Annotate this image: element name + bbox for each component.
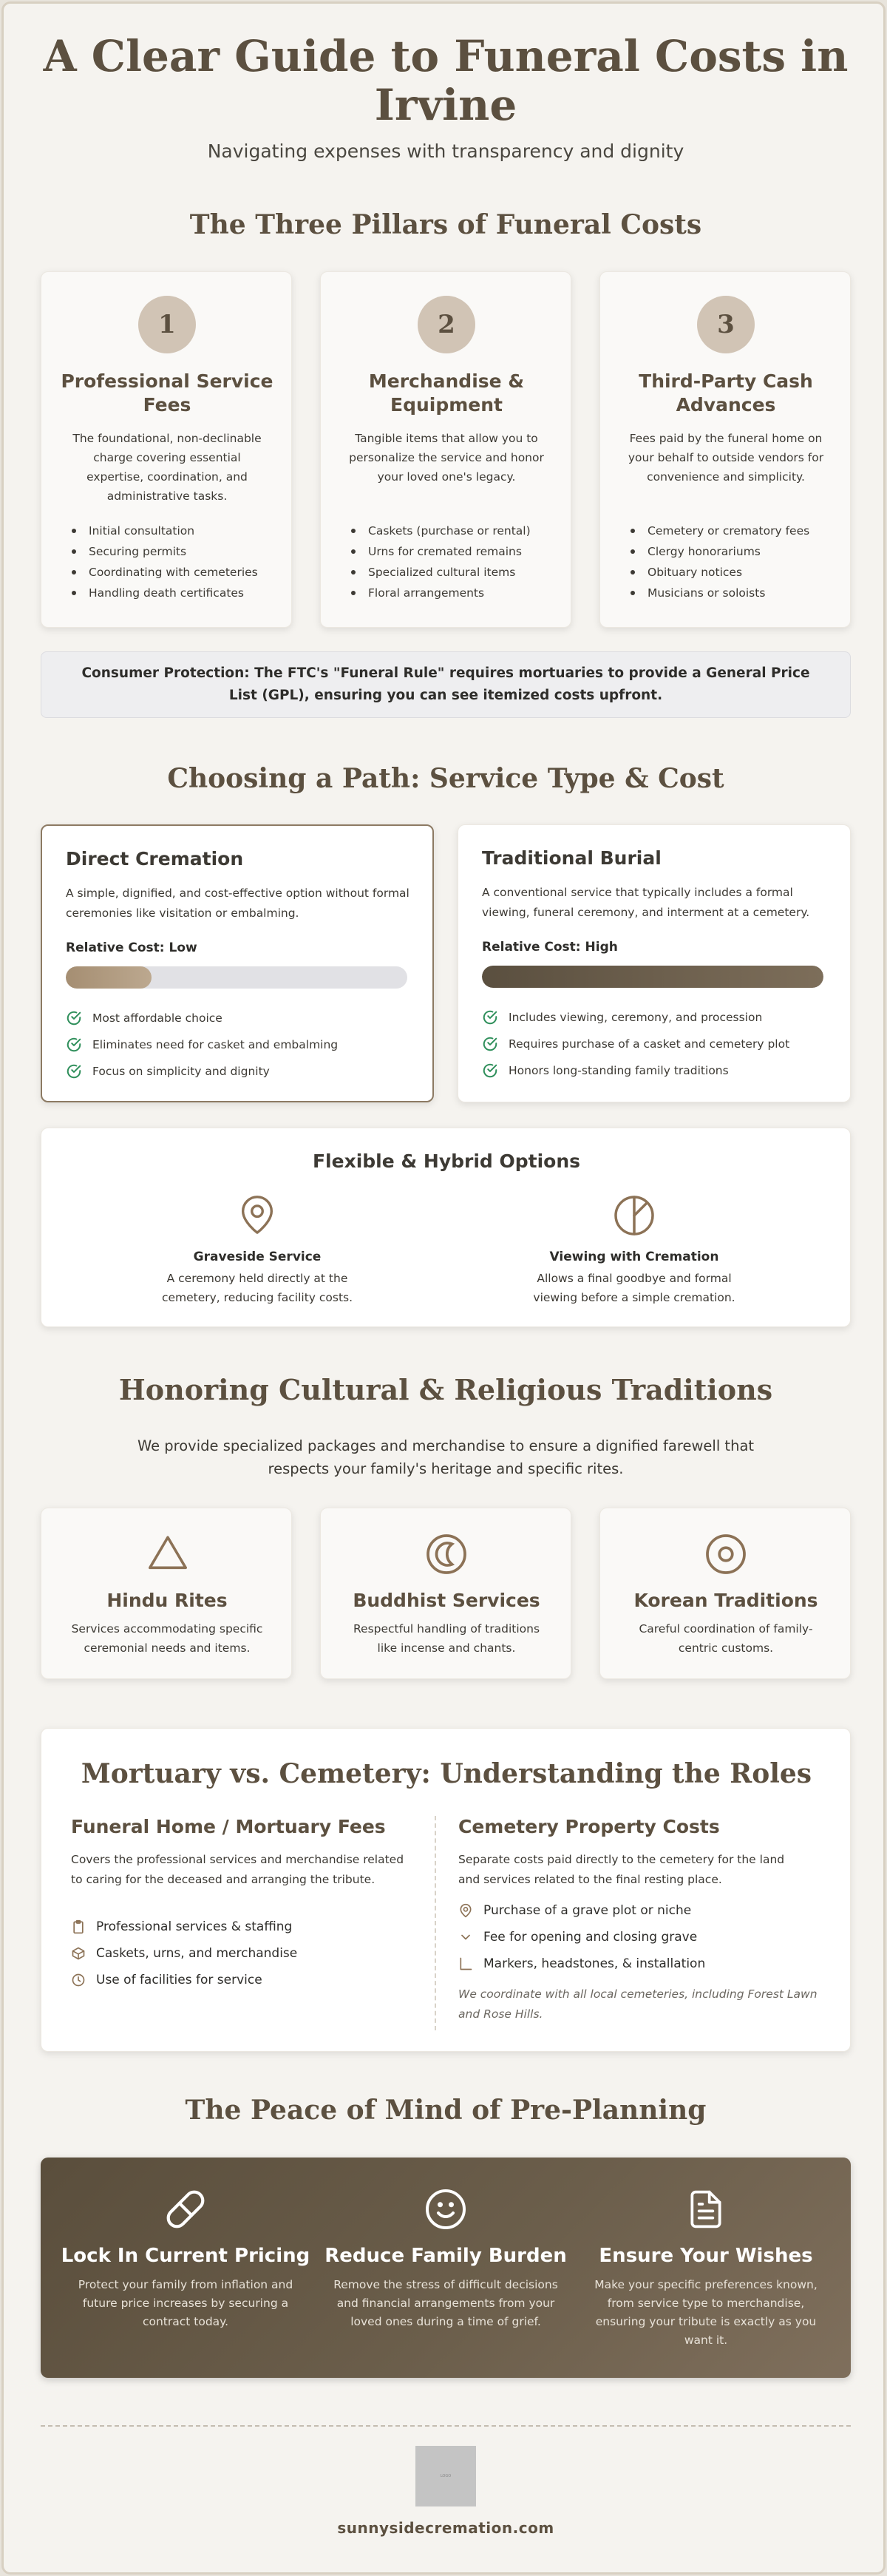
triangle-icon [145, 1532, 191, 1575]
feature-list [482, 1004, 789, 1084]
pillar-description: Tangible items that allow you to personalize the service and honor your loved one's legacy. [349, 432, 544, 484]
preplanning-description: Remove the stress of difficult decisions and financial arrangements from your loved ones during a time of grief. [333, 2278, 558, 2328]
page [1, 1, 886, 2575]
pillar-number: 2 [418, 296, 475, 353]
corner-icon [458, 1956, 473, 1971]
half-circle-icon [612, 1193, 656, 1238]
pillar-list [349, 521, 563, 603]
preplanning-description: Make your specific preferences known, from service type to merchandise, ensuring your tribute is exactly as you want it. [594, 2278, 818, 2347]
page-title: A Clear Guide to Funeral Costs in Irvine [43, 31, 849, 130]
map-pin-icon [458, 1903, 473, 1918]
pillars-heading: The Three Pillars of Funeral Costs [189, 209, 702, 240]
mortuary-description: Covers the professional services and merchandise related to caring for the deceased and arranging the tribute. [71, 1853, 404, 1886]
crescent-icon [424, 1532, 469, 1576]
pillar-description: Fees paid by the funeral home on your behalf to outside vendors for convenience and simplicity. [628, 432, 824, 484]
feature-label: Honors long-standing family traditions [509, 1064, 729, 1077]
list-item: Securing permits [69, 541, 284, 562]
list-item-label: Professional services & staffing [96, 1919, 293, 1934]
preplanning-panel [41, 2158, 851, 2378]
pillar-title: Professional Service Fees [61, 370, 273, 416]
pillar-card-1 [41, 271, 292, 628]
preplanning-heading: The Peace of Mind of Pre-Planning [185, 2095, 707, 2126]
roles-card [41, 1728, 851, 2052]
company-logo: LOGO [415, 2446, 476, 2506]
feature-label: Eliminates need for casket and embalming [92, 1038, 339, 1051]
cemetery-list [458, 1897, 705, 1977]
cost-bar [482, 966, 823, 988]
feature-item [66, 1058, 338, 1085]
cost-bar [66, 966, 407, 989]
roles-divider [435, 1816, 436, 2030]
list-item [458, 1924, 705, 1950]
clock-icon [71, 1973, 86, 1987]
check-circle-icon [482, 1009, 498, 1026]
check-circle-icon [66, 1037, 82, 1053]
feature-item [66, 1005, 338, 1031]
footer-divider [41, 2425, 851, 2427]
cost-label: Relative Cost: Low [66, 940, 197, 955]
feature-item [482, 1057, 789, 1084]
list-item [71, 1940, 297, 1967]
feature-list [66, 1005, 338, 1085]
feature-label: Most affordable choice [92, 1011, 222, 1025]
pillar-title: Third-Party Cash Advances [639, 370, 813, 416]
path-description: A simple, dignified, and cost-effective option without formal ceremonies like visitation or embalming. [66, 887, 409, 920]
preplanning-item [320, 2158, 571, 2378]
path-title: Traditional Burial [482, 847, 662, 869]
feature-item [482, 1004, 789, 1031]
website-link[interactable]: sunnysidecremation.com [337, 2519, 554, 2537]
tradition-description: Respectful handling of traditions like incense and chants. [353, 1622, 540, 1655]
cemetery-note: We coordinate with all local cemeteries, including Forest Lawn and Rose Hills. [458, 1987, 818, 2021]
hybrid-heading: Flexible & Hybrid Options [312, 1150, 581, 1172]
list-item [458, 1950, 705, 1977]
tradition-title: Buddhist Services [353, 1590, 540, 1611]
feature-label: Focus on simplicity and dignity [92, 1065, 270, 1078]
list-item: Cemetery or crematory fees [628, 521, 843, 541]
chevron-down-icon [458, 1930, 473, 1945]
option-description: A ceremony held directly at the cemetery, reducing facility costs. [161, 1272, 353, 1304]
list-item-label: Fee for opening and closing grave [483, 1930, 698, 1945]
tradition-card-korean [599, 1508, 851, 1679]
list-item [71, 1967, 297, 1993]
tradition-title: Korean Traditions [633, 1590, 818, 1611]
pillar-number: 1 [138, 296, 196, 353]
mortuary-list [71, 1914, 297, 1993]
traditions-intro: We provide specialized packages and merchandise to ensure a dignified farewell that respects your family's heritage and specific rites. [137, 1437, 755, 1477]
box-icon [71, 1946, 86, 1961]
clipboard-icon [71, 1919, 86, 1934]
list-item: Urns for cremated remains [349, 541, 563, 562]
cost-label: Relative Cost: High [482, 940, 618, 955]
feature-label: Includes viewing, ceremony, and procession [509, 1011, 763, 1024]
check-circle-icon [482, 1062, 498, 1079]
roles-heading: Mortuary vs. Cemetery: Understanding the Roles [81, 1758, 812, 1789]
pill-icon [165, 2189, 206, 2230]
feature-item [66, 1031, 338, 1058]
pillar-description: The foundational, non-declinable charge covering essential expertise, coordination, and administrative tasks. [72, 432, 262, 503]
tradition-card-buddhist [320, 1508, 571, 1679]
pillar-number: 3 [697, 296, 755, 353]
pillar-list [628, 521, 843, 603]
list-item [71, 1914, 297, 1940]
target-circle-icon [704, 1532, 748, 1576]
list-item: Initial consultation [69, 521, 284, 541]
tradition-title: Hindu Rites [106, 1590, 228, 1611]
option-title: Viewing with Cremation [549, 1250, 719, 1264]
feature-label: Requires purchase of a casket and cemetery plot [509, 1037, 790, 1051]
list-item: Specialized cultural items [349, 562, 563, 583]
consumer-protection-notice: Consumer Protection: The FTC's "Funeral Rule" requires mortuaries to provide a General Price List (GPL), ensuring you can see itemized costs upfront. [41, 651, 851, 718]
path-card-direct-cremation[interactable] [41, 824, 434, 1102]
pillar-list [69, 521, 284, 603]
list-item-label: Use of facilities for service [96, 1973, 262, 1987]
list-item: Caskets (purchase or rental) [349, 521, 563, 541]
mortuary-title: Funeral Home / Mortuary Fees [71, 1816, 386, 1837]
tradition-description: Careful coordination of family-centric customs. [639, 1622, 813, 1655]
document-icon [685, 2187, 727, 2231]
list-item: Musicians or soloists [628, 583, 843, 603]
preplanning-description: Protect your family from inflation and future price increases by securing a contract today. [78, 2278, 293, 2328]
option-title: Graveside Service [193, 1250, 322, 1264]
map-pin-icon [236, 1193, 279, 1236]
check-circle-icon [66, 1063, 82, 1079]
cost-bar-fill [66, 966, 152, 989]
cemetery-description: Separate costs paid directly to the cemetery for the land and services related to the final resting place. [458, 1853, 785, 1886]
list-item: Floral arrangements [349, 583, 563, 603]
hybrid-options-card [41, 1128, 851, 1327]
list-item: Obituary notices [628, 562, 843, 583]
pillar-title: Merchandise & Equipment [368, 370, 525, 416]
traditions-heading: Honoring Cultural & Religious Traditions [118, 1373, 773, 1406]
check-circle-icon [66, 1010, 82, 1026]
feature-item [482, 1031, 789, 1057]
smile-icon [424, 2187, 468, 2231]
paths-heading: Choosing a Path: Service Type & Cost [167, 763, 724, 794]
check-circle-icon [482, 1036, 498, 1052]
list-item [458, 1897, 705, 1924]
list-item-label: Markers, headstones, & installation [483, 1956, 706, 1971]
pillar-card-2 [320, 271, 571, 628]
list-item-label: Purchase of a grave plot or niche [483, 1903, 692, 1918]
page-subtitle: Navigating expenses with transparency and dignity [207, 140, 684, 162]
tradition-description: Services accommodating specific ceremonial needs and items. [71, 1622, 263, 1655]
tradition-card-hindu [41, 1508, 292, 1679]
list-item: Handling death certificates [69, 583, 284, 603]
pillar-card-3 [599, 271, 851, 628]
list-item-label: Caskets, urns, and merchandise [96, 1946, 298, 1961]
option-description: Allows a final goodbye and formal viewing before a simple cremation. [533, 1272, 735, 1304]
list-item: Clergy honorariums [628, 541, 843, 562]
preplanning-item [580, 2158, 832, 2378]
list-item: Coordinating with cemeteries [69, 562, 284, 583]
preplanning-title: Ensure Your Wishes [599, 2245, 813, 2267]
preplanning-item [60, 2158, 311, 2378]
path-title: Direct Cremation [66, 848, 244, 870]
cost-bar-fill [482, 966, 823, 988]
preplanning-title: Reduce Family Burden [324, 2245, 567, 2267]
path-description: A conventional service that typically includes a formal viewing, funeral ceremony, and interment at a cemetery. [482, 886, 810, 919]
cemetery-title: Cemetery Property Costs [458, 1816, 720, 1837]
preplanning-title: Lock In Current Pricing [61, 2245, 310, 2267]
path-card-traditional-burial[interactable] [458, 824, 851, 1102]
